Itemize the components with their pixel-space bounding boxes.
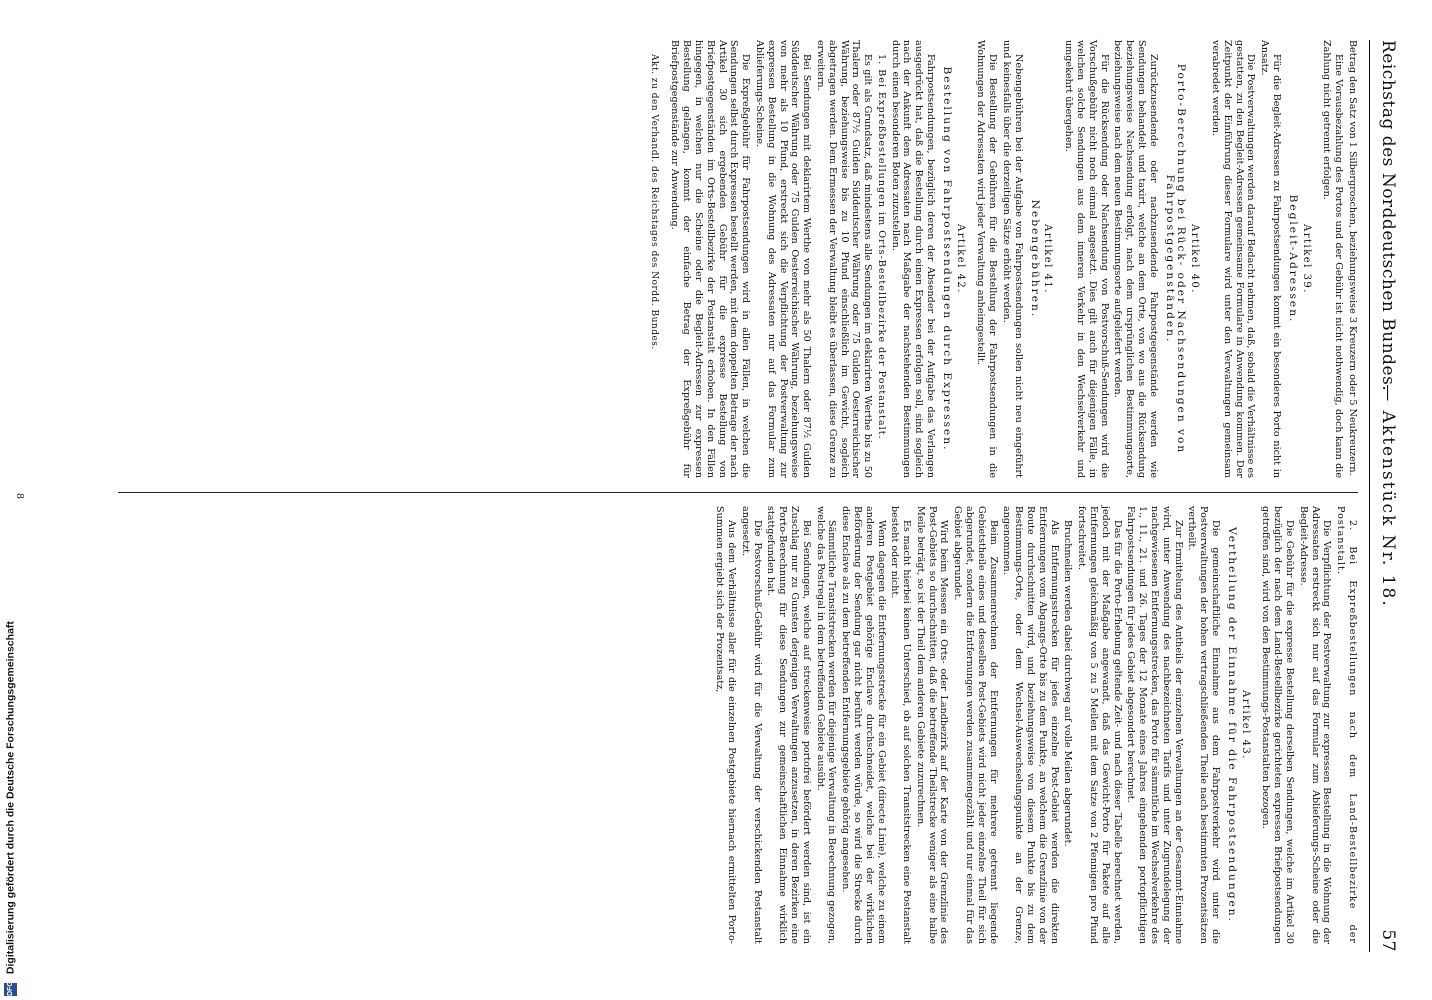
paragraph: Wenn dagegen die Entfernungsstrecke für ein Gebiet (directe Linie), welche zu einem anderen Postgebiet gehörige Enclave durchschneidet, welche bei der wirklichen Beförderung der Sendung gar nicht berührt werden würde, so wird die Strecke durch diese Enclave als zu dem betreffenden Entfernungsgebiete gehörig angesehen. <box>840 506 887 944</box>
paragraph: Es macht hierbei keinen Unterschied, ob auf solchen Transitstrecken eine Postanstalt besteht oder nicht. <box>889 506 913 944</box>
left-text-column <box>647 40 1358 478</box>
digitization-credit <box>4 0 24 1000</box>
section-heading: Vertheilung der Einnahme für die Fahrpostsendungen. <box>1225 527 1238 923</box>
paragraph: Aus dem Verhältnisse aller für die einzelnen Postgebiete hiernach ermittelten Porto-Summen ergiebt sich der Prozentsatz, <box>714 506 737 944</box>
header-title: Reichstag des Norddeutschen Bundes. <box>1378 40 1398 392</box>
paragraph: Zur Ermittelung des Antheils der einzelnen Verwaltungen an der Gesammt-Einnahme wird, unter Anwendung des nachbezeichneten Tarifs und unter Zugrundelegung der nachgewiesenen Entfernungsstrecken, das Porto für sämmtliche im Wechselverkehre des 1., 11., 21. und 26. Tages der 12 Monate eines Jahres eingehenden portopflichtigen Fahrpostsendungen für jedes Gebiet abgesondert berechnet. <box>1125 506 1184 944</box>
page-number: 57 <box>1378 929 1398 952</box>
section-heading: Bestellung von Fahrpostsendungen durch Expressen. <box>940 66 953 452</box>
paragraph: Es gilt als Grundsatz, daß mindestens alle Sendungen im deklarirten Werthe bis zu 50 Thalern oder 87½ Gulden Süddeutscher Währung oder 75 Gulden Oesterreichischer Währung, beziehungsweise bis zu 10 Pfund einschließlich im Gewicht, sogleich abgetragen werden. Dem Ermessen der Verwaltung bleibt es überlassen, diese Grenze zu erweitern. <box>814 40 874 478</box>
footnote: Akt. zu den Verhandl. des Reichstages des Nordd. Bundes. <box>648 54 659 350</box>
paragraph: Bei Sendungen, welche auf streckenweise portofrei befördert werden sind, ist ein Zuschlag nur zu Gunsten derjenigen Verwaltungen anzusetzen, in deren Bezirken eine Porto-Berechnung für diese Sendungen zur gemeinschaftlichen Einnahme wirklich stattgefunden hat. <box>765 506 812 944</box>
paragraph: Beim Zusammenrechnen der Entfernungen für mehrere getrennt liegende Gebietstheile eines und desselben Post-Gebiets wird nicht jeder einzelne Theil für sich abgerundet, sondern die Entfernungen werden zusammengezählt und nur einmal für das Gebiet abgerundet. <box>952 506 999 944</box>
paragraph: Die Verpflichtung der Postverwaltung zur expressen Bestellung in die Wohnung der Adressaten erstreckt sich nur auf das Formular zum Ablieferungs-Scheine oder die Begleit-Adresse. <box>1297 506 1333 944</box>
signature-mark: 8 <box>14 492 25 500</box>
right-text-column <box>711 506 1358 944</box>
subsection-heading: 2. Bei Expreßbestellungen nach dem Land-Bestellbezirke der Postanstalt. <box>1335 506 1358 944</box>
article-number: Artikel 41. <box>1042 224 1054 294</box>
credit-text: Digitalisierung gefördert durch die Deutsche Forschungsgemeinschaft <box>4 621 17 975</box>
paragraph: Als Entfernungsstrecken für jedes einzelne Post-Gebiet werden die direkten Entfernungen vom Abgangs-Orte bis zu dem Punkte, an welchem die Grenzlinie von der Route durchschnitten wird, und beziehungsweise von diesem Punkte bis zu dem Bestimmungs-Orte, oder dem Wechsel-Auswechselungspunkte an der Grenze, angenommen. <box>1001 506 1060 944</box>
paragraph: Eine Vorausbezahlung des Portos und der Gebühr ist nicht nothwendig, doch kann die Zahlung nicht getrennt erfolgen. <box>1321 40 1345 478</box>
running-header <box>1369 40 1404 952</box>
paragraph: Die Expreßgebühr für Fahrpostsendungen wird in allen Fällen, in welchen die Sendungen selbst durch Expressen bestellt werden, mit dem doppelten Betrage der nach Artikel 30 sich ergebenden Gebühr für die expresse Bestellung von Briefpostgegenständen im Orts-Bestellbezirke der Postanstalt erhoben. In den Fällen hingegen, in welchen nur die Scheine oder die Begleit-Adressen zur expressen Bestellung gelangen, kommt der einfache Betrag der Expreßgebühr für Briefpostgegenstände zur Anwendung. <box>669 40 752 478</box>
paragraph: Fahrpostsendungen, bezüglich deren der Absender bei der Aufgabe das Verlangen ausgedrückt hat, daß die Bestellung durch einen Expressen erfolgen soll, sind sogleich nach der Ankunft dem Adressaten nach Maßgabe der nachstehenden Bestimmungen durch einen besonderen Boten zuzustellen. <box>889 40 937 478</box>
article-number: Artikel 39. <box>1300 224 1312 294</box>
paragraph: Wird beim Messen ein Orts- oder Landbezirk auf der Karte von der Grenzlinie des Post-Gebiets so durchschnitten, daß die betreffende Theilstrecke weniger als eine halbe Meile beträgt, so ist der Theil dem anderen Gebiete zuzurechnen. <box>914 506 950 944</box>
article-number: Artikel 40. <box>1189 224 1201 294</box>
section-heading: Porto-Berechnung bei Rück- oder Nachsendungen von Fahrpostgegenständen. <box>1163 63 1188 455</box>
section-heading: Nebengebühren. <box>1028 199 1041 319</box>
paragraph: Betrag den Satz von 1 Silbergroschen, beziehungsweise 3 Kreuzern oder 5 Neukreuzern. <box>1347 40 1358 476</box>
article-number: Artikel 42. <box>954 224 966 294</box>
paragraph: Für die Begleit-Adressen zu Fahrpostsendungen kommt ein besonderes Porto nicht in Ansatz. <box>1259 40 1283 478</box>
scanned-page <box>14 16 1418 976</box>
paragraph: Das für die Porto-Erhebung geltende Zeit- und nach dieser Tabelle berechnet werden, jedoch mit der Maßgabe angewandt, daß das Gewicht-Porto für Pakete auf alle Entfernungen gleichmäßig von 5 zu 5 Meilen mit dem Satze von 2 Pfennigen pro Pfund fortschreitet. <box>1076 506 1123 944</box>
paragraph: Bruchmeilen werden dabei durchweg auf volle Meilen abgerundet. <box>1062 520 1074 847</box>
paragraph: Die Bestellung der Gebühren für die Bestellung der Fahrpostsendungen in die Wohnungen der Adressaten wird jeder Verwaltung anheimgestellt. <box>975 40 999 478</box>
paragraph: Die Postvorschuß-Gebühr wird für die Verwaltung der verschickenden Postanstalt angesetzt. <box>739 506 763 944</box>
paragraph: Die Postverwaltungen werden darauf Bedacht nehmen, daß, sobald die Verhältnisse es gestatten, zu den Begleit-Adressen gemeinsame Formulare in Anwendung kommen. Der Zeitpunkt der Einführung dieser Formulare wird unter den Verwaltungen gemeinsam verabredet werden. <box>1210 40 1257 478</box>
paragraph: Die Gebühr für die expresse Bestellung derselben Sendungen, welche im Artikel 30 bezüglich der nach dem Land-Bestellbezirke gerichteten expressen Briefpostsendungen getroffen sind, wird von den Bestimmungs-Postanstalten bezogen. <box>1260 506 1296 944</box>
paragraph: Für die Rücksendung oder Nachsendung von Postvorschuß-Sendungen wird die Vorschußgebühr nicht noch einmal angesetzt. Dies gilt auch für diejenigen Fälle, in welchen solche Sendungen aus dem inneren Verkehr in den Wechselverkehr und umgekehrt übergehen. <box>1063 40 1110 478</box>
paragraph: Zurückzusendende oder nachzusendende Fahrpostgegenstände werden wie Sendungen behandelt und taxirt, welche an dem Orte, von wo aus die Rücksendung beziehungsweise Nachsendung erfolgt, nach dem ursprünglichen Bestimmungsorte, beziehungsweise nach dem neuen Bestimmungsorte aufgeliefert werden. <box>1112 40 1159 478</box>
column-divider <box>118 492 1358 493</box>
paragraph: Sämmtliche Transitstrecken werden für diejenige Verwaltung in Berechnung gezogen, welche das Postregal in dem betreffenden Gebiete ausübt. <box>814 506 838 944</box>
paragraph: Bei Sendungen mit deklarirtem Werthe von mehr als 50 Thalern oder 87½ Gulden Süddeutscher Währung oder 75 Gulden Oesterreichischer Währung, beziehungsweise von mehr als 10 Pfund, erstreckt sich die Verpflichtung der Postverwaltung zur expressen Bestellung in die Wohnung des Adressaten nur auf das Formular zum Ablieferungs-Scheine. <box>753 40 813 478</box>
section-heading: Begleit-Adressen. <box>1286 194 1299 324</box>
dfg-logo-icon: DFG <box>4 983 17 996</box>
paragraph: Nebengebühren bei der Aufgabe von Fahrpostsendungen sollen nicht neu eingeführt und keinesfalls über die derzeitigen Sätze erhöht werden. <box>1001 40 1024 478</box>
header-document-number: — Aktenstück Nr. 18. <box>1378 384 1398 608</box>
paragraph: Die gemeinschaftliche Einnahme aus dem Fahrpostverkehr wird unter die Postverwaltungen der hohen vertragschließenden Theile nach bestimmten Prozentsätzen vertheilt. <box>1186 506 1222 944</box>
article-number: Artikel 43. <box>1239 690 1251 760</box>
subsection-heading: 1. Bei Expreßbestellungen im Orts-Bestellbezirke der Postanstalt. <box>875 54 887 440</box>
